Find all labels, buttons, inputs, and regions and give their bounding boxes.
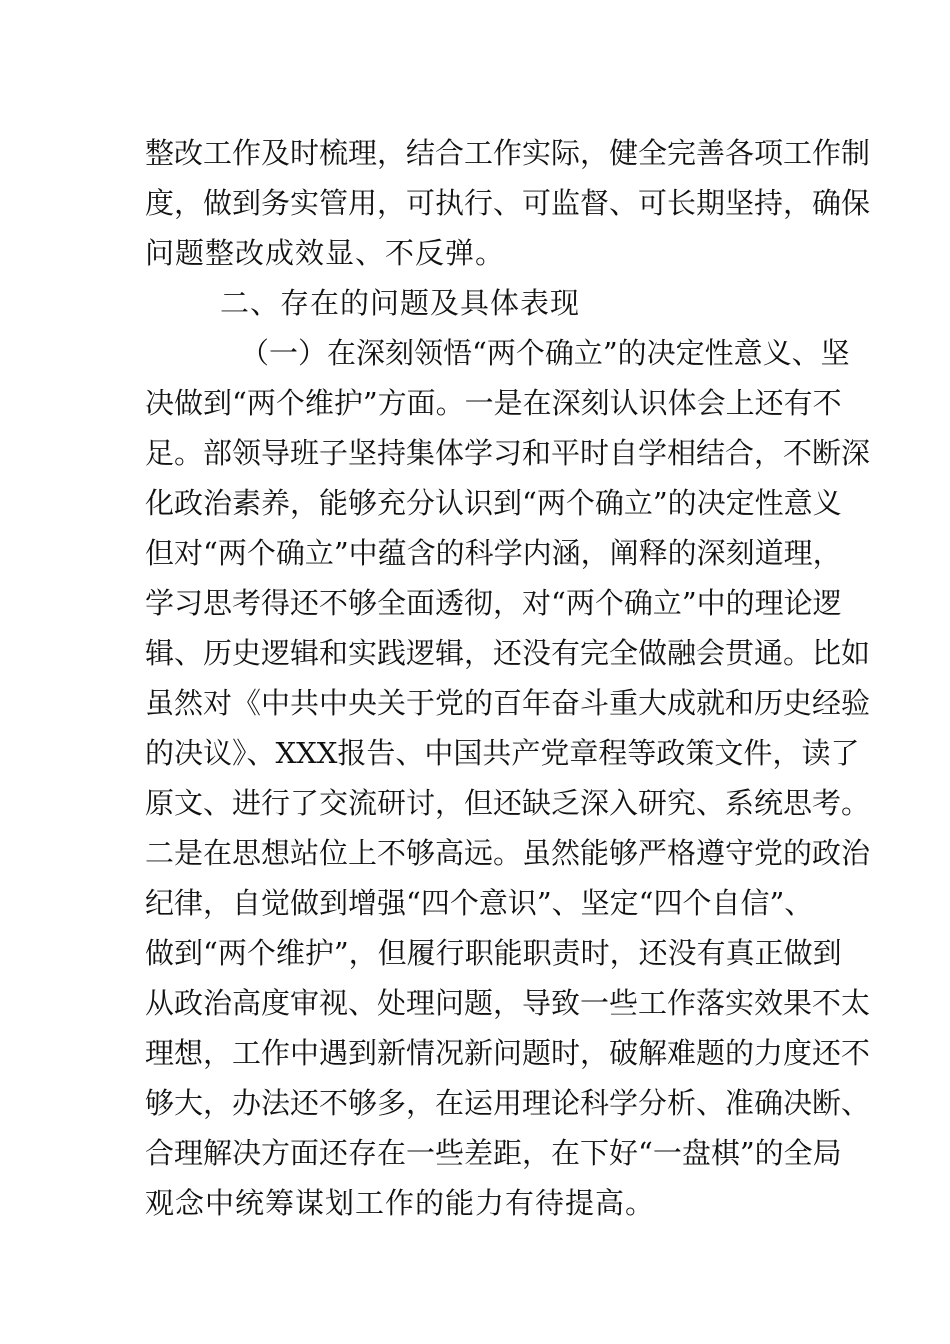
paragraph-2-line-7: 辑、历史逻辑和实践逻辑，还没有完全做融会贯通。比如 bbox=[145, 636, 871, 670]
paragraph-2-line-2: 决做到“两个维护”方面。一是在深刻认识体会上还有不 bbox=[145, 386, 842, 420]
paragraph-2-line-18: 观念中统筹谋划工作的能力有待提高。 bbox=[145, 1186, 656, 1220]
paragraph-2-line-11: 二是在思想站位上不够高远。虽然能够严格遵守党的政治 bbox=[145, 836, 871, 870]
paragraph-2-line-8: 虽然对《中共中央关于党的百年奋斗重大成就和历史经验 bbox=[145, 686, 871, 720]
paragraph-2-line-14: 从政治高度审视、处理问题，导致一些工作落实效果不太 bbox=[145, 986, 871, 1020]
paragraph-2-line-3: 足。部领导班子坚持集体学习和平时自学相结合，不断深 bbox=[145, 436, 871, 470]
section-heading: 二、存在的问题及具体表现 bbox=[220, 286, 581, 320]
paragraph-1-line-1: 整改工作及时梳理，结合工作实际，健全完善各项工作制 bbox=[145, 136, 871, 170]
paragraph-2-line-15: 理想，工作中遇到新情况新问题时，破解难题的力度还不 bbox=[145, 1036, 871, 1070]
paragraph-2-line-5: 但对“两个确立”中蕴含的科学内涵，阐释的深刻道理， bbox=[145, 536, 842, 570]
paragraph-2-line-10: 原文、进行了交流研讨，但还缺乏深入研究、系统思考。 bbox=[145, 786, 871, 820]
paragraph-2-line-4: 化政治素养，能够充分认识到“两个确立”的决定性意义 bbox=[145, 486, 842, 520]
paragraph-2-line-17: 合理解决方面还存在一些差距，在下好“一盘棋”的全局 bbox=[145, 1136, 842, 1170]
paragraph-1-line-3: 问题整改成效显、不反弹。 bbox=[145, 236, 506, 270]
paragraph-2-line-16: 够大，办法还不够多，在运用理论科学分析、准确决断、 bbox=[145, 1086, 871, 1120]
paragraph-2-line-13: 做到“两个维护”，但履行职能职责时，还没有真正做到 bbox=[145, 936, 842, 970]
paragraph-2-line-9: 的决议》、XXX报告、中国共产党章程等政策文件，读了 bbox=[145, 736, 860, 770]
paragraph-2-line-12: 纪律，自觉做到增强“四个意识”、坚定“四个自信”、 bbox=[145, 886, 814, 920]
paragraph-1-line-2: 度，做到务实管用，可执行、可监督、可长期坚持，确保 bbox=[145, 186, 871, 220]
paragraph-2-line-1: （一）在深刻领悟“两个确立”的决定性意义、坚 bbox=[240, 336, 850, 370]
paragraph-2-line-6: 学习思考得还不够全面透彻，对“两个确立”中的理论逻 bbox=[145, 586, 842, 620]
